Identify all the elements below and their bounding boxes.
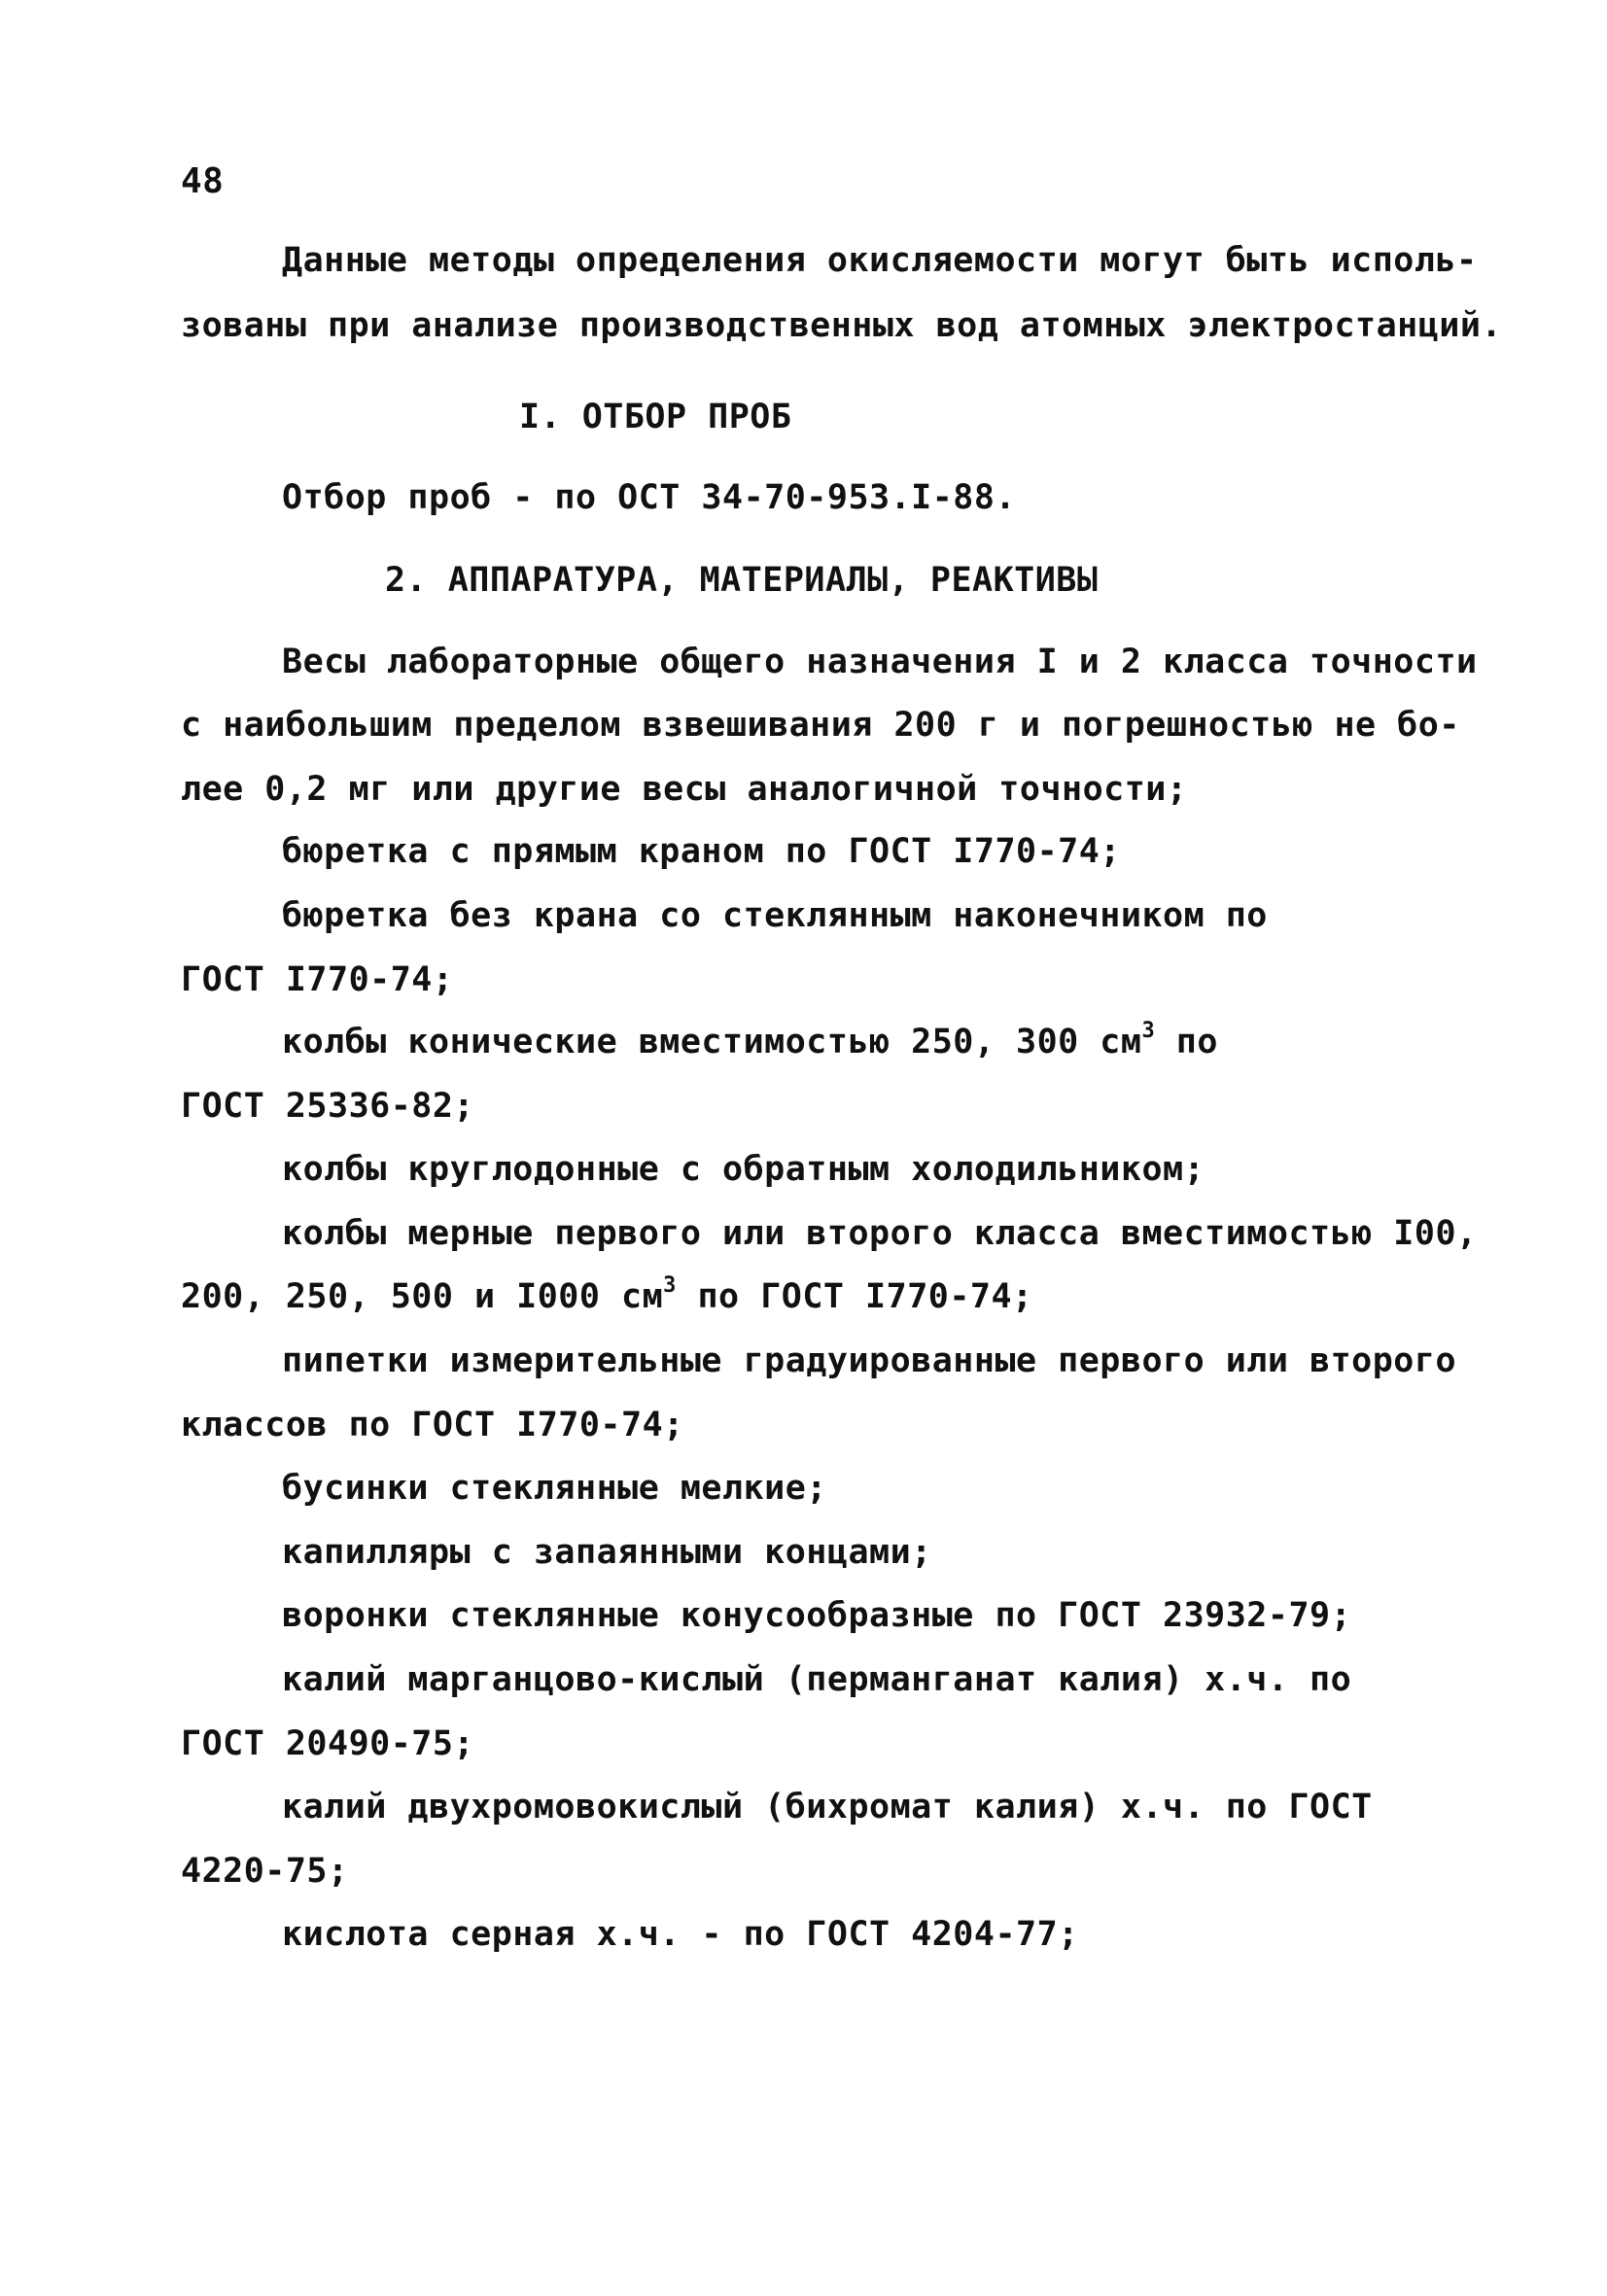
- page-number: 48: [181, 161, 225, 201]
- flasks-measure-text: 200, 250, 500 и I000 см: [181, 1277, 664, 1316]
- flasks-measure-line-1: колбы мерные первого или второго класса вместимостью I00,: [282, 1214, 1478, 1253]
- superscript-3: 3: [1141, 1019, 1156, 1043]
- section-2-heading: 2. АППАРАТУРА, МАТЕРИАЛЫ, РЕАКТИВЫ: [385, 561, 1099, 600]
- pipettes-line-1: пипетки измерительные градуированные первого или второго: [282, 1341, 1457, 1380]
- flasks-conic-suffix: по: [1155, 1023, 1218, 1061]
- scales-line-1: Весы лабораторные общего назначения I и 2 класса точности: [282, 643, 1478, 681]
- section-1-text: Отбор проб - по ОСТ 34-70-953.I-88.: [282, 478, 1017, 517]
- flasks-measure-line-2: [181, 1275, 1033, 1323]
- superscript-3: 3: [663, 1273, 677, 1298]
- scales-line-3: лее 0,2 мг или другие весы аналогичной точности;: [181, 770, 1188, 809]
- flasks-conic-line-2: ГОСТ 25336-82;: [181, 1087, 475, 1126]
- flasks-conic-text: колбы конические вместимостью 250, 300 см: [282, 1023, 1142, 1061]
- capillaries-line: капилляры с запаянными концами;: [282, 1533, 932, 1572]
- flasks-measure-suffix: по ГОСТ I770-74;: [676, 1277, 1033, 1316]
- sulfuric-acid-line: кислота серная х.ч. - по ГОСТ 4204-77;: [282, 1915, 1079, 1954]
- permanganate-line-1: калий марганцово-кислый (перманганат калия) х.ч. по: [282, 1660, 1352, 1699]
- intro-line-1: Данные методы определения окисляемости могут быть исполь-: [282, 241, 1478, 280]
- burette-notap-line-2: ГОСТ I770-74;: [181, 960, 454, 999]
- burette-tap-line: бюретка с прямым краном по ГОСТ I770-74;: [282, 832, 1121, 871]
- flasks-round-line: колбы круглодонные с обратным холодильником;: [282, 1150, 1205, 1189]
- dichromate-line-2: 4220-75;: [181, 1852, 349, 1891]
- intro-line-2: зованы при анализе производственных вод атомных электростанций.: [181, 306, 1503, 345]
- flasks-conic-line-1: [282, 1021, 1218, 1068]
- burette-notap-line-1: бюретка без крана со стеклянным наконечником по: [282, 896, 1268, 935]
- section-1-heading: I. ОТБОР ПРОБ: [519, 398, 792, 436]
- permanganate-line-2: ГОСТ 20490-75;: [181, 1724, 475, 1763]
- scales-line-2: с наибольшим пределом взвешивания 200 г и погрешностью не бо-: [181, 706, 1460, 745]
- dichromate-line-1: калий двухромовокислый (бихромат калия) х.ч. по ГОСТ: [282, 1788, 1373, 1826]
- beads-line: бусинки стеклянные мелкие;: [282, 1469, 827, 1508]
- funnels-line: воронки стеклянные конусообразные по ГОСТ 23932-79;: [282, 1596, 1352, 1635]
- pipettes-line-2: классов по ГОСТ I770-74;: [181, 1406, 684, 1444]
